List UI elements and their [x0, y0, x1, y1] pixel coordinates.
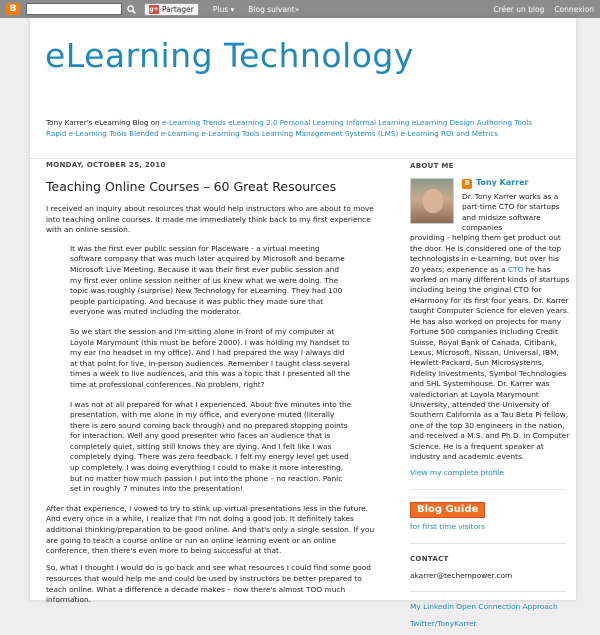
about-text: Dr. Tony Karrer works as a part-time CTO for startups and midsize software companies: [462, 191, 560, 233]
share-button[interactable]: [144, 3, 199, 16]
topic-links-line1[interactable]: e-Learning Trends eLearning 2.0 Personal Learning Informal Learning eLearning Design Authoring Tools: [161, 118, 533, 127]
contact-email: akarrer@techempower.com: [410, 571, 513, 580]
sidebar: [410, 161, 570, 635]
blogger-navbar: [0, 0, 600, 18]
quote-paragraph: So we start the session and I'm sitting alone in front of my computer at Loyola Marymount (this must be before 2000). I was holding my handset to my ear (no headset in my office). And I had prepared the way I always did at that point for live, in-person audiences. Remember I taught class several times a week to live audiences, and this was a topic that I presented all the time at professional conferences. No problem, right?: [70, 326, 351, 389]
next-blog-link[interactable]: Blog suivant»: [248, 4, 300, 14]
navbar-search-input[interactable]: [26, 3, 122, 15]
sign-in-link[interactable]: Connexion: [554, 4, 594, 14]
about-text-continued: [410, 233, 570, 462]
share-label: Partager: [162, 4, 194, 14]
post-body: [46, 204, 376, 612]
about-me-top: [410, 178, 570, 233]
contact-heading: CONTACT: [410, 554, 449, 563]
quote-paragraph: It was the first ever public session for Placeware - a virtual meeting software company that was much later acquired by Microsoft and became Microsoft Live Meeting. Because it was their first ever public session and my first ever online session neither of us knew what we were doing. The topic was roughly (surprise) New Technology for eLearning. They had 100 people participating. And because it was public they made sure that everyone was muted including the moderator.: [70, 243, 345, 317]
blog-description: [46, 118, 566, 139]
search-icon[interactable]: [124, 3, 138, 15]
profile-name-link[interactable]: [462, 178, 570, 188]
sidebar-divider: [410, 543, 566, 544]
blog-guide-button[interactable]: Blog Guide: [410, 502, 485, 518]
avatar[interactable]: [410, 178, 454, 224]
post-title[interactable]: Teaching Online Courses – 60 Great Resources: [46, 179, 337, 194]
about-text-part: providing - helping them get product out the door. He is considered one of the top technologists in e-Learning, but over his 20 years; experience as a: [410, 233, 562, 274]
post-date: MONDAY, OCTOBER 25, 2010: [46, 161, 166, 169]
header-divider: [30, 158, 576, 159]
post-blockquote: [70, 244, 352, 495]
quote-paragraph: I was not at all prepared for what I experienced. About five minutes into the presentation, with me alone in my office, and everyone muted (literally there is zero sound coming back through) and no prepared stopping points for interaction. Well any good presenter who faces an audience that is completely quiet, sitting still knows they are dying. And I felt like I was completely dying. There was zero feedback. I felt my energy level get used up completely. I was doing everything I could to make it more interesting, but no matter how much passion I put into the phone – no reaction. Panic set in roughly 7 minutes into the presentation!: [70, 399, 352, 494]
cto-link[interactable]: CTO: [507, 264, 524, 274]
blog-page: [30, 18, 576, 628]
view-profile-link[interactable]: View my complete profile: [410, 468, 505, 478]
blog-title[interactable]: eLearning Technology: [45, 36, 414, 75]
more-menu[interactable]: Plus ▾: [212, 4, 235, 14]
blogger-profile-icon: B: [462, 179, 472, 189]
topic-links-line2[interactable]: Rapid e-Learning Tools Blended e-Learning e-Learning Tools Learning Management Systems (LMS) e-Learning ROI and Metrics: [46, 128, 498, 138]
blogger-logo-icon[interactable]: B: [6, 3, 20, 15]
post-paragraph: So, what I thought I would do is go back and see what resources I could find some good resources that would help me and could be used by instructors be better prepared to teach online. What a difference a decade makes – now there's almost TOO much information.: [46, 563, 371, 605]
profile-name: Tony Karrer: [476, 178, 529, 188]
sidebar-divider: [410, 489, 566, 490]
post-paragraph: I received an inquiry about resources that would help instructors who are about to move into teaching online courses. It made me immediately think back to my first experience with an online session.: [46, 204, 374, 235]
post-paragraph: After that experience, I vowed to try to stink up virtual presentations less in the future. And every once in a while, I realize that I'm not doing a good job. It definitely takes additional thinking/preparation to be good online. And that's only a single session. If you are going to teach a course online or run an online learning event or an online conference, then there's even more to being successful at that.: [46, 503, 375, 556]
sidebar-divider: [410, 591, 566, 592]
about-text-part: he has worked on many different kinds of startups including being the original CTO for eHarmony for its first four years. Dr. Karrer taught Computer Science for eleven years. He has also worked on projects for many Fortune 500 companies including Credit Suisse, Royal Bank of Canada, Citibank, Lexus, Microsoft, Nissan, Universal, IBM, Hewlett-Packard, Sun Microsystems, Fidelity Investments, Symbol Technologies and SHL Systemhouse. Dr. Karrer was valedictorian at Loyola Marymount University, attended the University of Southern California as a Tau Beta Pi fellow, one of the top 30 engineers in the nation, and received a M.S. and Ph.D. in Computer Science. He is a frequent speaker at industry and academic events.: [410, 264, 570, 461]
twitter-link[interactable]: Twitter/TonyKarrer: [410, 618, 477, 628]
first-time-visitors-link[interactable]: for first time visitors: [410, 522, 485, 532]
create-blog-link[interactable]: Créer un blog: [493, 4, 545, 14]
description-prefix: Tony Karrer's eLearning Blog on: [46, 118, 162, 127]
about-me-heading: ABOUT ME: [410, 162, 454, 170]
linkedin-link[interactable]: My Linkedin Open Connection Approach: [410, 602, 558, 612]
google-plus-icon: g+: [149, 5, 159, 13]
